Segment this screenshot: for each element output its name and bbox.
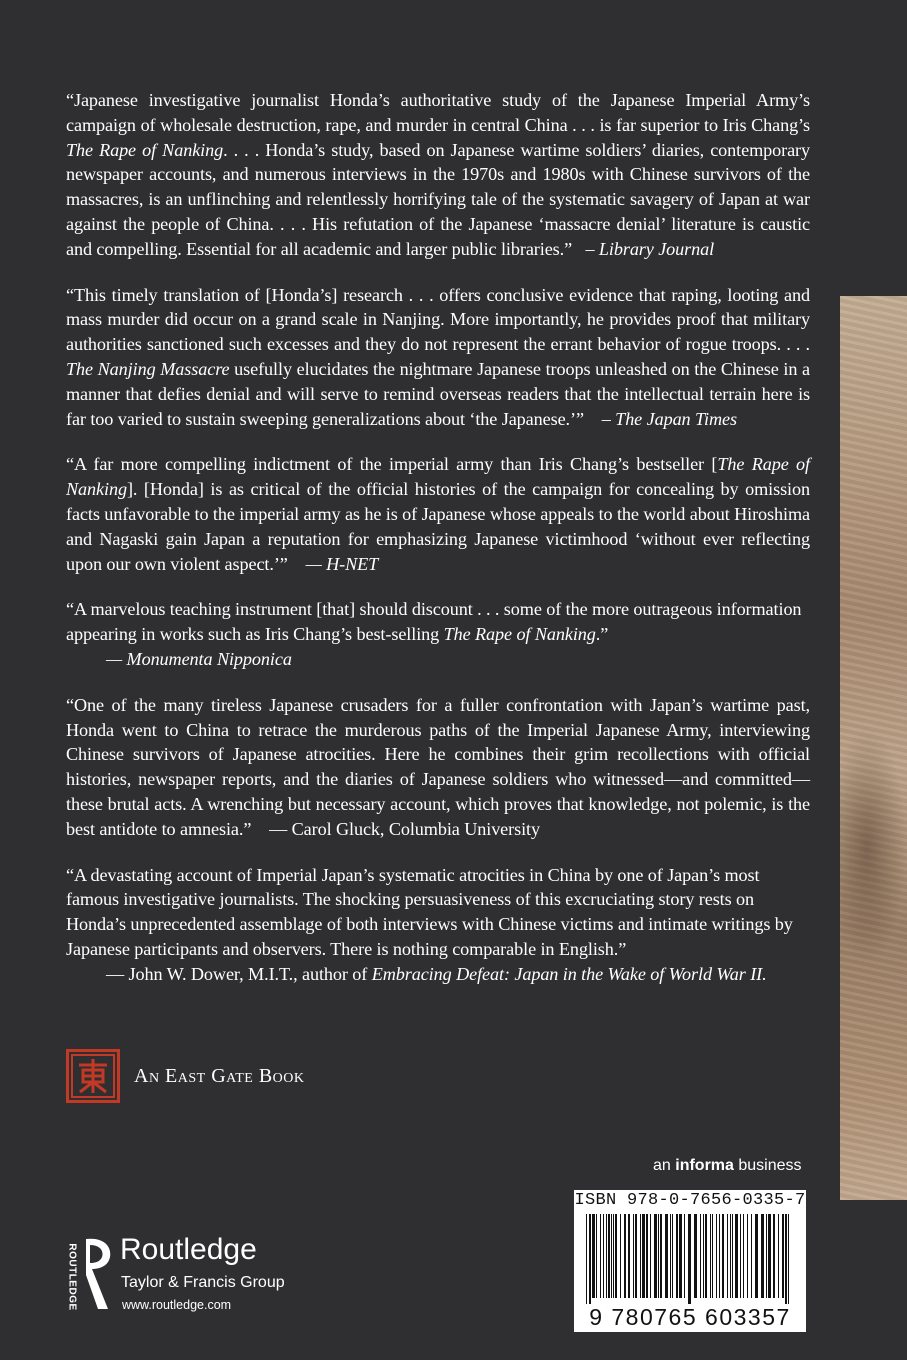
- book-title: The Nanjing Massacre: [66, 358, 230, 379]
- barcode-bar: [710, 1214, 711, 1298]
- barcode-bars: [584, 1214, 796, 1304]
- barcode-bar: [606, 1214, 607, 1298]
- barcode-bar: [633, 1214, 634, 1298]
- barcode-bar: [761, 1214, 764, 1298]
- barcode-bar: [688, 1214, 691, 1304]
- barcode-bar: [700, 1214, 701, 1298]
- routledge-group: Taylor & Francis Group: [121, 1274, 285, 1291]
- barcode-bar: [600, 1214, 601, 1298]
- barcode-bar: [740, 1214, 741, 1298]
- barcode-bar: [722, 1214, 724, 1298]
- review-monumenta-nipponica: “A marvelous teaching instrument [that] should discount . . . some of the more outrageous information appearing in works such as Iris Chang’s best-selling The Rape of Nanking.” — Monumenta Nipponica: [66, 599, 802, 669]
- review-quotes: [66, 88, 810, 1008]
- barcode-bar: [670, 1214, 671, 1298]
- informa-business-label: an informa business: [653, 1157, 802, 1174]
- barcode-bar: [642, 1214, 645, 1298]
- barcode-bar: [592, 1214, 595, 1298]
- barcode-bar: [650, 1214, 651, 1298]
- barcode-bar: [755, 1214, 758, 1298]
- review-h-net: “A far more compelling indictment of the imperial army than Iris Chang’s bestseller [The Rape of Nanking]. [Honda] is as critical of the official histories of the campaign for concealing by omission facts unfavorable to the imperial army as he is of Japanese whose appeals to the world about Hiroshima and Nagaski gain Japan a reputation for emphasizing Japanese victimhood ‘without ever reflecting upon our own violent aspect.’” — H-NET: [66, 454, 810, 574]
- barcode-bar: [640, 1214, 641, 1298]
- review-japan-times: “This timely translation of [Honda’s] research . . . offers conclusive evidence that raping, looting and mass murder did occur on a grand scale in Nanjing. More importantly, he provides proof that military authorities sanctioned such excesses and they do not represent the errant behavior of rogue troops. . . . The Nanjing Massacre usefully elucidates the nightmare Japanese troops unleashed on the Chinese in a manner that defies denial and will serve to remind overseas readers that the intellectual terrain here is far too varied to sustain sweeping generalizations about ‘the Japanese.’” – The Japan Times: [66, 284, 811, 429]
- barcode-bar: [635, 1214, 637, 1298]
- barcode-bar: [646, 1214, 648, 1298]
- barcode-bar: [628, 1214, 630, 1298]
- barcode-bar: [624, 1214, 626, 1298]
- barcode-bar: [608, 1214, 610, 1298]
- review-library-journal: “Japanese investigative journalist Honda’s authoritative study of the Japanese Imperial Army’s campaign of wholesale destruction, rape, and murder in central China . . . is far superior to Iris Chang’s The Rape of Nanking. . . . Honda’s study, based on Japanese wartime soldiers’ diaries, contemporary newspaper accounts, and numerous interviews in the 1970s and 1980s with Chinese survivors of the massacres, is an unflinching and relentlessly horrifying tale of the systematic savagery of Japan at war against the people of China. . . . His refutation of the Japanese ‘massacre denial’ literature is caustic and compelling. Essential for all academic and larger public libraries.” – Library Journal: [66, 90, 811, 259]
- book-title: The Rape of Nanking: [443, 624, 596, 645]
- barcode-bar: [596, 1214, 597, 1298]
- barcode-bar: [788, 1214, 789, 1304]
- routledge-vertical-text: ROUTLEDGE: [66, 1243, 78, 1311]
- barcode-bar: [654, 1214, 657, 1298]
- cover-photo-strip: [840, 296, 907, 1200]
- barcode-bar: [727, 1214, 728, 1298]
- barcode-bar: [743, 1214, 744, 1298]
- barcode-bar: [679, 1214, 682, 1298]
- isbn-barcode: [574, 1190, 806, 1332]
- routledge-r-icon: [82, 1235, 116, 1313]
- barcode-bar: [660, 1214, 662, 1298]
- barcode-bar: [676, 1214, 678, 1298]
- barcode-bar: [785, 1214, 787, 1304]
- book-title: The Rape: [66, 139, 137, 160]
- book-title: Embracing Defeat: Japan in the Wake of World War II.: [371, 963, 767, 984]
- review-source: — Carol Gluck, Columbia University: [269, 818, 540, 839]
- review-source: – Library Journal: [585, 238, 715, 259]
- barcode-bar: [615, 1214, 617, 1298]
- barcode-bar: [768, 1214, 771, 1298]
- barcode-bar: [684, 1214, 685, 1298]
- barcode-bar: [658, 1214, 659, 1298]
- review-source: — Monumenta Nipponica: [106, 648, 292, 669]
- barcode-bar: [730, 1214, 731, 1298]
- barcode-bar: [735, 1214, 738, 1298]
- barcode-bar: [589, 1214, 591, 1304]
- east-gate-logo: [66, 1049, 120, 1103]
- barcode-bar: [778, 1214, 779, 1298]
- review-source: – The Japan Times: [601, 408, 737, 429]
- barcode-bar: [665, 1214, 668, 1298]
- isbn-number: ISBN 978-0-7656-0335-7: [574, 1191, 806, 1210]
- routledge-url[interactable]: www.routledge.com: [122, 1298, 232, 1312]
- barcode-bar: [751, 1214, 752, 1298]
- review-carol-gluck: “One of the many tireless Japanese crusaders for a fuller confrontation with Japan’s wartime past, Honda went to China to retrace the murderous paths of the Imperial Japanese Army, interviewing Chinese survivors of Japanese atrocities. Here he combines their grim recollections with official histories, newspaper reports, and the diaries of Japanese soldiers who witnessed—and committed—these brutal acts. A wrenching but necessary account, which proves that knowledge, not polemic, is the best antidote to amnesia.” — Carol Gluck, Columbia University: [66, 694, 810, 839]
- book-title: The Rape of: [717, 454, 810, 475]
- review-source: — John W. Dower, M.I.T., author of: [106, 963, 368, 984]
- barcode-bar: [703, 1214, 704, 1298]
- barcode-bar: [732, 1214, 733, 1298]
- barcode-bar: [782, 1214, 784, 1298]
- barcode-bar: [712, 1214, 713, 1298]
- barcode-bar: [603, 1214, 604, 1298]
- barcode-bar: [611, 1214, 612, 1298]
- barcode-bar: [694, 1214, 697, 1298]
- barcode-bar: [613, 1214, 614, 1298]
- routledge-name: Routledge: [120, 1233, 257, 1266]
- barcode-bar: [620, 1214, 621, 1298]
- east-gate-imprint: [66, 1047, 305, 1105]
- barcode-bar: [719, 1214, 720, 1298]
- barcode-bar: [716, 1214, 717, 1298]
- barcode-bar: [747, 1214, 748, 1298]
- barcode-digits: 9 780765 603357: [589, 1304, 791, 1330]
- barcode-bar: [672, 1214, 673, 1298]
- east-gate-label: An East Gate Book: [134, 1064, 305, 1087]
- barcode-bar: [773, 1214, 775, 1298]
- east-gate-glyph-icon: [71, 1054, 115, 1098]
- review-source: — H-NET: [305, 553, 379, 574]
- barcode-bar: [766, 1214, 767, 1298]
- review-john-dower: “A devastating account of Imperial Japan’s systematic atrocities in China by one of Japan’s most famous investigative journalists. The shocking persuasiveness of this excruciating story rests on Honda’s unprecedented assemblage of both interviews with Chinese victims and intimate writings by Japanese participants and observers. There is nothing comparable in English.” — John W. Dower, M.I.T., author of Embracing Defeat: Japan in the Wake of World War II.: [66, 864, 793, 984]
- barcode-bar: [586, 1214, 587, 1304]
- barcode-bar: [705, 1214, 707, 1298]
